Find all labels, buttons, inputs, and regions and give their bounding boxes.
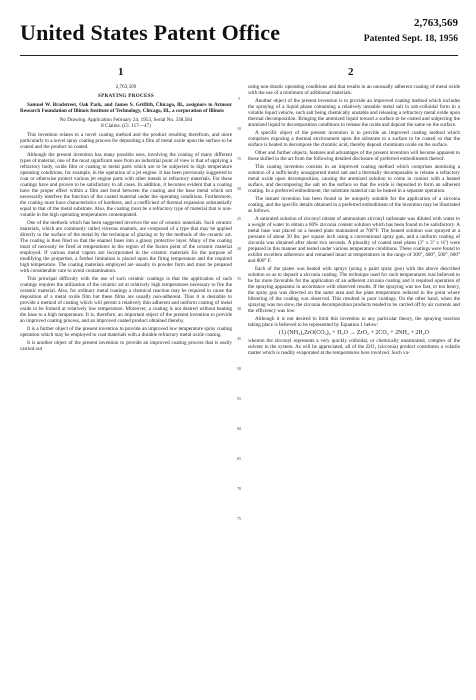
line-number: 75 [237, 516, 241, 521]
paragraph: using non-drastic operating conditions and that results in an unusually adherent coating of metal oxide with the use of a minimum of additional materials. [248, 84, 460, 96]
paragraph: wherein the zirconyl represents a very quickly colloidal, or chemically unsaturated, complex of the solvent in the system. As will be appreciated, all of the ZrO₂ (zirconia) product constitutes a volatile matter which is readily evaporated at the temperatures here involved. Such va- [248, 338, 460, 356]
paragraph: A saturated solution of zirconyl nitrate of ammonium zirconyl carbonate was diluted with water to a weight of water to obtain a 60% zirconia content solution which has been found to be satisfactory. A metal base was placed on a heated plate maintained at 700°F. The heated solution was sprayed at a pressure of about 30 lbs. per square inch using a conventional spray gun, and a uniform coating of zirconia was obtained after about two seconds. A plurality of coated steel plates (3" x 3" x ⅛") were prepared in this manner and tested under various temperature conditions. These coatings were found to exhibit excellent adherence and remained intact at temperatures in the range of 300°, 400°, 500°, 600° and 800° F. [248, 216, 460, 264]
application-info: No Drawing. Application February 24, 1953, Serial No. 338,584 [59, 117, 193, 123]
line-number: 70 [237, 486, 241, 491]
paragraph: One of the methods which has been suggested involves the use of ceramic materials. Such ceramic materials, which are commonly called vitreous enamels, are composed of a type that may be applied directly to the surface of the metal by the technique of glazing or by the methods of the ceramic art. The coating is then fired so that the enamel fuses into a glassy protective layer. Many of the coating must of necessity be fired at temperatures in the region of the fusion point of the ceramic material employed. If various metal vapors are incorporated in the ceramic materials for the purpose of modifying the properties, a further limitation is placed upon the firing temperature and the required high temperature. The coating materials employed are usually in powder form and must be prepared with considerable care to avoid contamination. [20, 220, 232, 274]
line-number: 65 [237, 456, 241, 461]
header-rule [20, 55, 458, 56]
invention-title: SPRAYING PROCESS [97, 93, 155, 99]
paragraph: It is another object of the present invention to provide an improved coating process that is easily carried out [20, 340, 232, 352]
line-number: 50 [237, 366, 241, 371]
paragraph: The instant invention has been found to be uniquely suitable for the application of a zirconia coating, and the specific details obtained in a preferred embodiment of the invention may be illustrated as follows. [248, 196, 460, 214]
patent-number: 2,763,569 [414, 17, 458, 29]
line-number-gutter [236, 84, 242, 534]
patent-office-title: United States Patent Office [20, 20, 281, 45]
line-number: 60 [237, 426, 241, 431]
paragraph: Another object of the present invention is to provide an improved coating method which includes the spraying of a liquid phase containing a relatively unstable metal salt in sub-colloidal form in a volatile liquid vehicle, such salt being chemically unstable and releasing a refractory metal oxide upon thermal decomposition. Bringing the atomized liquid toward a surface to be coated and subjecting the atomized liquid to decomposition conditions to release the oxide and deposit the same on the surface. [248, 98, 460, 128]
column-number-left: 1 [118, 66, 124, 78]
chemical-equation: (1) (NH₄)₂ZrO(CO₃)₂ + H₂O → ZrO₂ + 2CO₂ + 2NH₃ + 2H₂O [278, 330, 430, 336]
left-column [20, 84, 232, 354]
line-number: 15 [237, 156, 241, 161]
line-number: 35 [237, 276, 241, 281]
paragraph: A specific object of the present invention is to provide an improved coating method which comprises exposing a thermal environment upon the substrate to a surface to be coated so that the surface is heated to decompose the chromic acid, thereby deposit chromium oxide on the surface. [248, 130, 460, 148]
paragraph: It is a further object of the present invention to provide an improved low temperature spray coating operation which may be employed to coat materials with a durable refractory metal oxide coating. [20, 326, 232, 338]
paragraph: This invention relates to a novel coating method and the product resulting therefrom, and more particularly to a novel spray coating process for depositing a film of metal oxide upon the surface to be coated and the product so coated. [20, 132, 232, 150]
line-number: 10 [237, 126, 241, 131]
line-number: 20 [237, 186, 241, 191]
paragraph: This principal difficulty with the use of such ceramic coatings is that the application of such coatings requires the utilization of the ceramic art at relatively high temperatures necessary to fire the ceramic material. Also, for ordinary metal coatings a chemical reaction may be required to cause the deposition of a metal oxide film but these films are usually non-adherent. Thus it is desirable to provide a method of coating which will permit a relatively thin adherent and uniform coating of metal oxide to be formed at relatively low temperature. Moreover, a coating is not desired without heating the base to a high temperature. It is, therefore, an important object of the present invention to provide an improved coating process, and an improved coated product obtained thereby. [20, 276, 232, 324]
line-number: 45 [237, 336, 241, 341]
line-number: 40 [237, 306, 241, 311]
paragraph: Although it is not desired to limit this invention to any particular theory, the spraying reaction taking place is believed to be represented by Equation 1 below: [248, 316, 460, 328]
inventors-assignee: Samuel W. Bradstreet, Oak Park, and James S. Griffith, Chicago, Ill., assignors to Armour Research Foundation of Illinois Institute of Technology, Chicago, Ill., a corporation of Illinois [20, 102, 232, 114]
line-number: 5 [238, 96, 240, 101]
line-number: 25 [237, 216, 241, 221]
line-number: 30 [237, 246, 241, 251]
inline-patent-number: 2,763,569 [115, 84, 137, 90]
paragraph: Each of the plates was heated with sprays (using a paint spray gun) with the above described solution so as to deposit a zirconia coating. The technique used for such temperatures was believed to be far more favorable for the application of an adherent zirconia coating and it required operation of the spraying apparatus in accordance with observed results. If the spraying was too fast, or too heavy, the spray gun was directed on the same area and the plate temperature reduced to the point where blistering of the coating was observed. This resulted in poor coatings. On the other hand, when the spraying was too slow, the zirconia decomposition products tended to be carried off by air currents and the efficiency was low. [248, 266, 460, 314]
paragraph: Other and further objects, features and advantages of the present invention will become apparent to those skilled in the art from the following detailed disclosure of preferred embodiments thereof. [248, 150, 460, 162]
column-number-right: 2 [348, 66, 354, 78]
patent-date: Patented Sept. 18, 1956 [363, 34, 458, 44]
line-number: 55 [237, 396, 241, 401]
paragraph: This coating invention consists in an improved coating method which comprises atomizing a solution of a sufficiently unsupported metal salt and a thermally decomposable to release a refractory metal oxide upon decomposition, causing the atomized solution to come in contact with a heated surface, and decomposing the salt on the surface so that the oxide is deposited to form an adherent coating. In a preferred embodiment, the substrate material can be heated in a separate operation. [248, 164, 460, 194]
right-column [248, 84, 460, 358]
paragraph: Although the present invention has many possible uses, involving the coating of many different types of material, one of the most significant uses from an industrial point of view is that of applying a refractory body, oxide film or coating to metal parts which are to be subjected to high temperature operating conditions, for example, in the operation of a jet engine. It has been previously suggested to coat or otherwise protect various jet engine parts with other metals or refractory materials. For these coatings have and proven to be satisfactory in all cases. In addition, it becomes evident that a coating have the proper effect within a film and bond between the coating and the base metal which not necessarily interfere the function of the coated material under the operating conditions. Furthermore, the coating must have characteristics of hardness, and a coefficient of thermal expansion substantially equal to that of the metal substrate. Also, the coating must be a refractory type of material that is non-volatile in the high operating temperatures contemplated. [20, 152, 232, 218]
claims-info: 8 Claims. (Cl. 117—47) [101, 123, 151, 129]
